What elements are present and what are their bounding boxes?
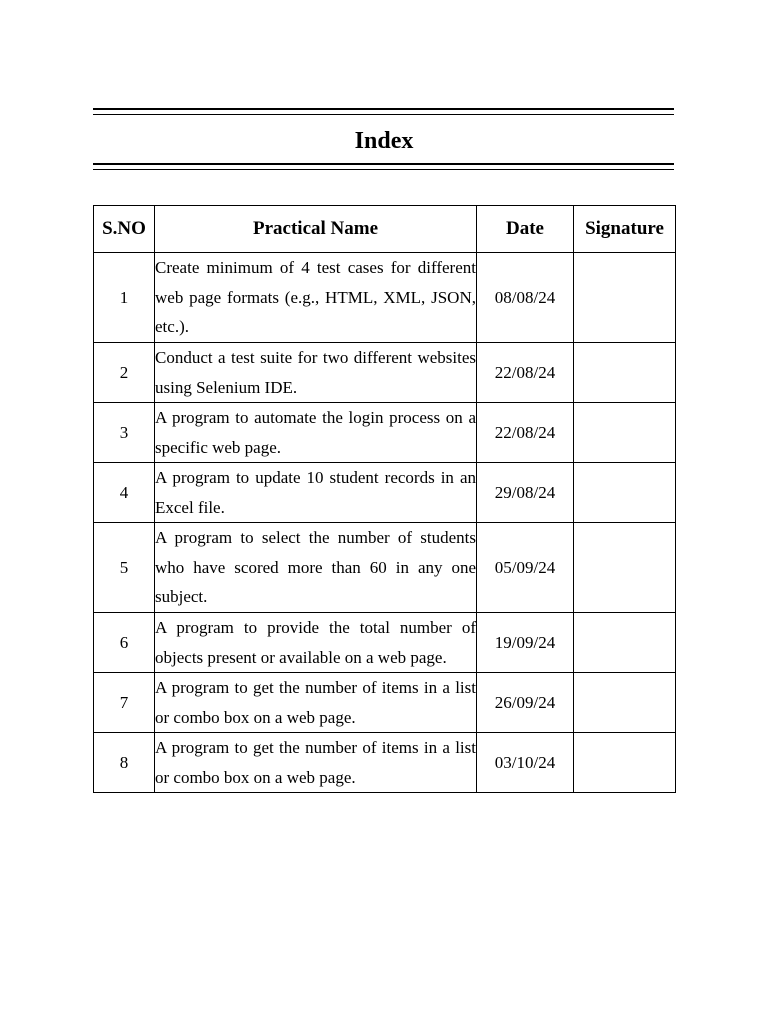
row-sno: 5 — [94, 523, 155, 613]
row-sno: 8 — [94, 733, 155, 793]
page-title: Index — [354, 128, 414, 154]
row-sno: 1 — [94, 253, 155, 343]
row-signature-cell — [574, 613, 676, 673]
row-date: 03/10/24 — [477, 733, 574, 793]
row-signature-cell — [574, 733, 676, 793]
row-sno: 3 — [94, 403, 155, 463]
row-sno: 6 — [94, 613, 155, 673]
row-practical-name: A program to get the number of items in a list or combo box on a web page. — [155, 733, 477, 793]
header-practical-name: Practical Name — [155, 206, 477, 253]
row-practical-name: A program to update 10 student records in an Excel file. — [155, 463, 477, 523]
row-practical-name: A program to provide the total number of objects present or available on a web page. — [155, 613, 477, 673]
row-date: 22/08/24 — [477, 343, 574, 403]
row-date: 29/08/24 — [477, 463, 574, 523]
row-date: 08/08/24 — [477, 253, 574, 343]
row-signature-cell — [574, 403, 676, 463]
table-row — [94, 673, 676, 733]
row-date: 26/09/24 — [477, 673, 574, 733]
row-sno: 2 — [94, 343, 155, 403]
bottom-double-rule — [93, 163, 674, 170]
table-row — [94, 253, 676, 343]
row-practical-name: A program to select the number of students who have scored more than 60 in any one subject. — [155, 523, 477, 613]
top-double-rule — [93, 108, 674, 115]
row-practical-name: Conduct a test suite for two different websites using Selenium IDE. — [155, 343, 477, 403]
row-date: 05/09/24 — [477, 523, 574, 613]
row-signature-cell — [574, 343, 676, 403]
row-signature-cell — [574, 523, 676, 613]
table-row — [94, 613, 676, 673]
header-sno: S.NO — [94, 206, 155, 253]
index-table — [93, 205, 676, 793]
header-date: Date — [477, 206, 574, 253]
table-row — [94, 523, 676, 613]
row-signature-cell — [574, 253, 676, 343]
table-row — [94, 343, 676, 403]
row-signature-cell — [574, 673, 676, 733]
row-practical-name: A program to get the number of items in a list or combo box on a web page. — [155, 673, 477, 733]
row-sno: 7 — [94, 673, 155, 733]
row-sno: 4 — [94, 463, 155, 523]
row-date: 19/09/24 — [477, 613, 574, 673]
table-row — [94, 733, 676, 793]
row-date: 22/08/24 — [477, 403, 574, 463]
table-header-row — [94, 206, 676, 253]
row-practical-name: Create minimum of 4 test cases for different web page formats (e.g., HTML, XML, JSON, etc.). — [155, 253, 477, 343]
row-signature-cell — [574, 463, 676, 523]
row-practical-name: A program to automate the login process on a specific web page. — [155, 403, 477, 463]
header-signature: Signature — [574, 206, 676, 253]
table-row — [94, 403, 676, 463]
table-row — [94, 463, 676, 523]
